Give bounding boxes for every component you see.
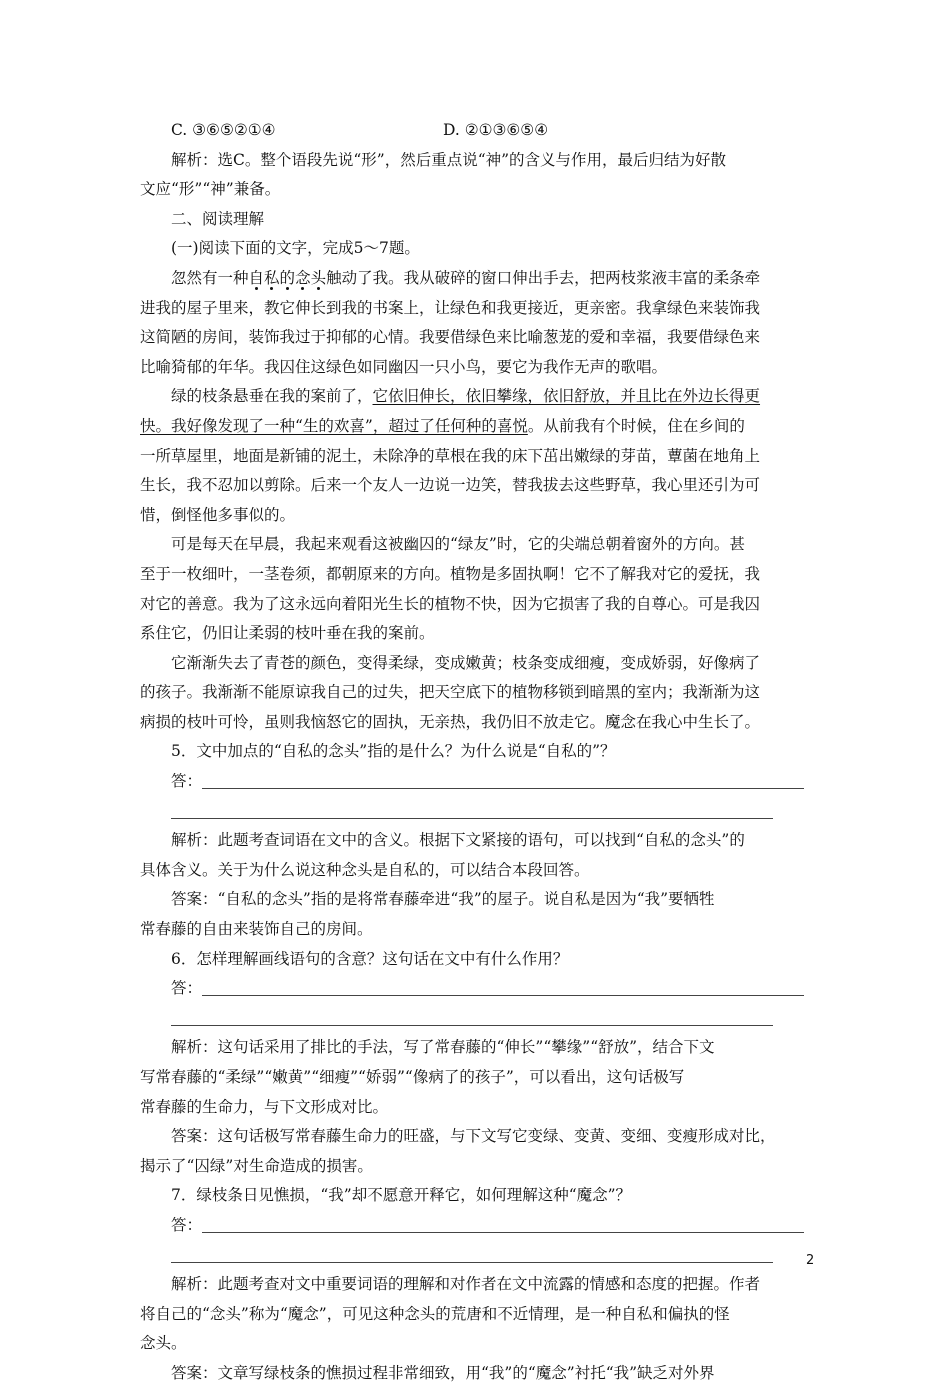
passage-line: 进我的屋子里来，教它伸长到我的书案上，让绿色和我更接近，更亲密。我拿绿色来装饰我 [140, 298, 761, 317]
document-body [140, 118, 820, 1391]
q7-analysis: 解析：此题考查对文中重要词语的理解和对作者在文中流露的情感和态度的把握。作者 [171, 1275, 761, 1294]
option-c: C. ③⑥⑤②①④ [171, 121, 276, 139]
q5-analysis: 解析：此题考查词语在文中的含义。根据下文紧接的语句，可以找到“自私的念头”的 [171, 831, 745, 850]
subsection-title: (一)阅读下面的文字，完成5～7题。 [171, 239, 420, 258]
question-6: 6．怎样理解画线语句的含意？这句话在文中有什么作用？ [171, 949, 569, 968]
passage-line: 可是每天在早晨，我起来观看这被幽囚的“绿友”时，它的尖端总朝着窗外的方向。甚 [171, 535, 745, 554]
passage-line: 对它的善意。我为了这永远向着阳光生长的植物不快，因为它损害了我的自尊心。可是我囚 [140, 594, 761, 613]
answer-blank [140, 1213, 820, 1238]
passage-line: 至于一枚细叶，一茎卷须，都朝原来的方向。植物是多固执啊！它不了解我对它的爱抚，我 [140, 564, 761, 583]
question-5: 5．文中加点的“自私的念头”指的是什么？为什么说是“自私的”？ [171, 742, 616, 761]
q6-analysis: 解析：这句话采用了排比的手法，写了常春藤的“伸长”“攀缘”“舒放”，结合下文 [171, 1038, 715, 1057]
dotted-char: 自 [248, 268, 265, 287]
dotted-char: 私 [264, 268, 280, 287]
passage-line: 病损的枝叶可怜，虽则我恼怒它的固执，无亲热，我仍旧不放走它。魔念在我心中生长了。 [140, 712, 761, 731]
prev-analysis-line-2: 文应“形”“神”兼备。 [140, 180, 281, 199]
answer-blank-2 [140, 799, 820, 824]
q5-analysis: 具体含义。关于为什么说这种念头是自私的，可以结合本段回答。 [140, 860, 590, 879]
passage-line: 一所草屋里，地面是新铺的泥土，未除净的草根在我的床下茁出嫩绿的芽苗，蕈菌在地角上 [140, 446, 761, 465]
section-title: 二、阅读理解 [171, 209, 265, 228]
text-run: 绿的枝条悬垂在我的案前了， [171, 387, 373, 406]
answer-label: 答： [171, 1215, 203, 1234]
passage-line: 惜，倒怪他多事似的。 [140, 505, 296, 524]
q6-analysis: 写常春藤的“柔绿”“嫩黄”“细瘦”“娇弱”“像病了的孩子”，可以看出，这句话极写 [140, 1068, 685, 1086]
text-run: 触动了我。我从破碎的窗口伸出手去，把两枝浆液丰富的柔条牵 [326, 268, 761, 287]
text-run: 忽然有一种 [171, 268, 249, 287]
q7-analysis: 念头。 [140, 1334, 187, 1353]
passage-line: 系住它，仍旧让柔弱的枝叶垂在我的案前。 [140, 624, 435, 643]
passage-p1-line-1 [140, 266, 820, 291]
prev-analysis-line-1: 解析：选C。整个语段先说“形”，然后重点说“神”的含义与作用，最后归结为好散 [171, 150, 727, 169]
passage-p2-line-1 [140, 384, 820, 409]
answer-line [171, 818, 773, 819]
answer-label: 答： [171, 979, 203, 998]
q7-answer: 答案：文章写绿枝条的憔损过程非常细致，用“我”的“魔念”衬托“我”缺乏对外界 [171, 1363, 715, 1382]
dotted-char: 的 [279, 268, 296, 287]
q5-answer: 答案：“自私的念头”指的是将常春藤牵进“我”的屋子。说自私是因为“我”要牺牲 [171, 890, 715, 909]
answer-blank-2 [140, 1006, 820, 1031]
q7-analysis: 将自己的“念头”称为“魔念”，可见这种念头的荒唐和不近情理，是一种自私和偏执的怪 [140, 1304, 730, 1323]
q6-analysis: 常春藤的生命力，与下文形成对比。 [140, 1097, 389, 1116]
answer-line [202, 995, 804, 996]
passage-line: 生长，我不忍加以剪除。后来一个友人一边说一边笑，替我拔去这些野草，我心里还引为可 [140, 476, 761, 495]
page-number: 2 [806, 1253, 815, 1268]
passage-p2-line-2 [140, 414, 820, 439]
answer-line [202, 1232, 804, 1233]
q6-answer: 揭示了“囚绿”对生命造成的损害。 [140, 1156, 373, 1175]
passage-line: 的孩子。我渐渐不能原谅我自己的过失，把天空底下的植物移锁到暗黑的室内；我渐渐为这 [140, 683, 761, 702]
answer-label: 答： [171, 772, 203, 791]
answer-line [171, 1262, 773, 1263]
answer-line [202, 788, 804, 789]
question-7: 7．绿枝条日见憔损，“我”却不愿意开释它，如何理解这种“魔念”？ [171, 1186, 632, 1205]
dotted-char: 念 [295, 268, 311, 287]
answer-blank [140, 976, 820, 1001]
option-d: D. ②①③⑥⑤④ [443, 121, 549, 139]
text-run: 。从前我有个时候，住在乡间的 [527, 416, 745, 435]
passage-line: 这简陋的房间，装饰我过于抑郁的心情。我要借绿色来比喻葱茏的爱和幸福，我要借绿色来 [140, 328, 761, 347]
underlined-sentence: 快。我好像发现了一种“生的欢喜”，超过了任何种的喜悦 [140, 416, 528, 435]
answer-blank-2 [140, 1243, 820, 1268]
answer-blank [140, 769, 820, 794]
passage-line: 它渐渐失去了青苍的颜色，变得柔绿，变成嫩黄；枝条变成细瘦，变成娇弱，好像病了 [171, 653, 761, 672]
q6-answer: 答案：这句话极写常春藤生命力的旺盛，与下文写它变绿、变黄、变细、变瘦形成对比， [171, 1127, 776, 1146]
answer-line [171, 1025, 773, 1026]
underlined-sentence: 它依旧伸长，依旧攀缘，依旧舒放，并且比在外边长得更 [372, 387, 761, 406]
answer-options [140, 118, 820, 143]
q5-answer: 常春藤的自由来装饰自己的房间。 [140, 920, 373, 939]
dotted-char: 头 [310, 268, 327, 287]
passage-line: 比喻猗郁的年华。我囚住这绿色如同幽囚一只小鸟，要它为我作无声的歌唱。 [140, 357, 668, 376]
